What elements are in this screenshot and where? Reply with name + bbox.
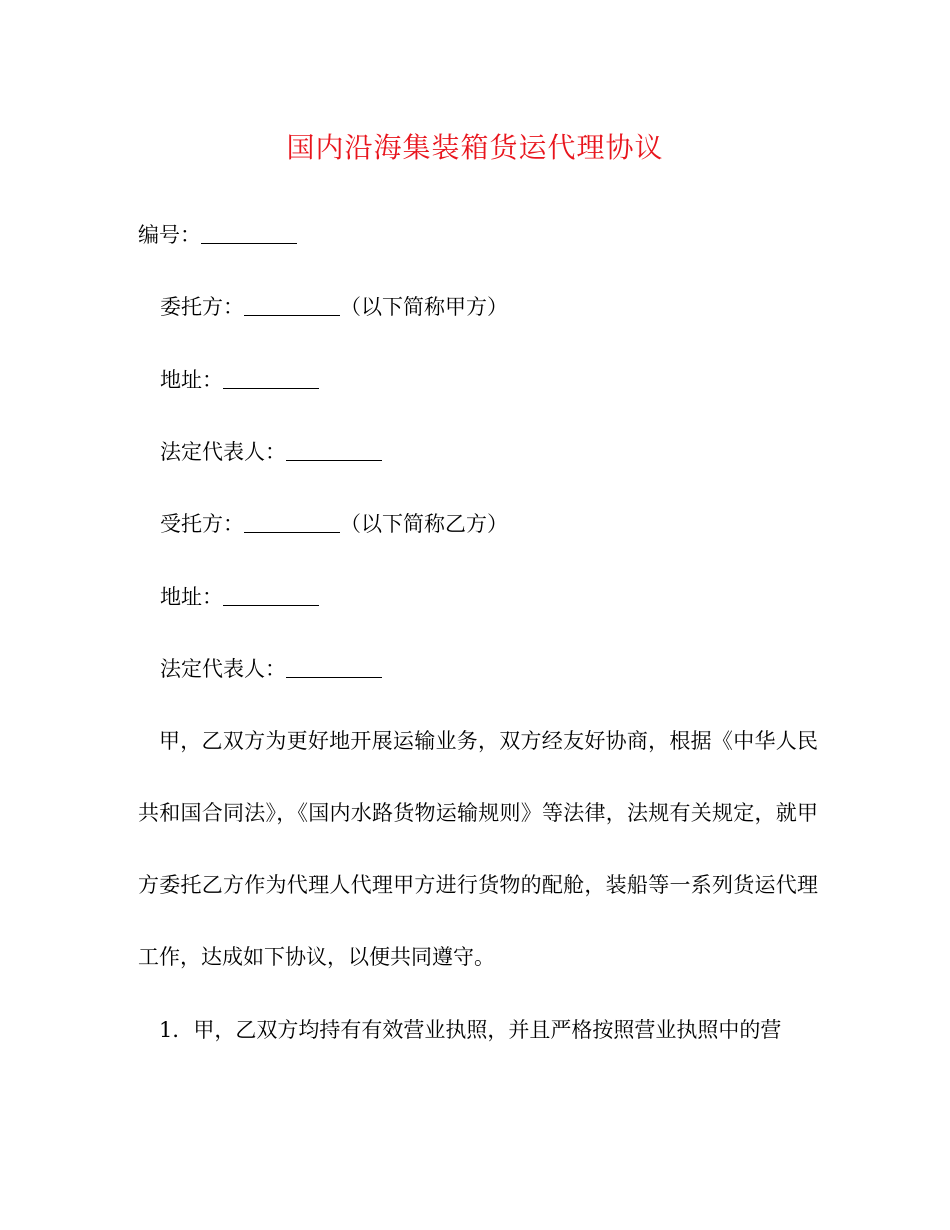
- address1-blank: [223, 370, 319, 389]
- agent-blank: [244, 514, 340, 533]
- agent-label: 受托方：: [160, 512, 244, 536]
- legal-rep1-blank: [286, 442, 382, 461]
- number-field: [138, 220, 297, 250]
- principal-suffix: （以下简称甲方）: [340, 295, 508, 319]
- clause-1-paragraph: 1．甲，乙双方均持有有效营业执照，并且严格按照营业执照中的营: [159, 1018, 782, 1042]
- address2-field: [160, 582, 319, 612]
- document-title: 国内沿海集装箱货运代理协议: [286, 131, 664, 164]
- preamble-paragraph: 甲，乙双方为更好地开展运输业务，双方经友好协商，根据《中华人民共和国合同法》，《国内水路货物运输规则》等法律，法规有关规定，就甲方委托乙方作为代理人代理甲方进行货物的配舱，装船等一系列货运代理工作，达成如下协议，以便共同遵守。: [138, 729, 818, 969]
- legal-rep2-label: 法定代表人：: [160, 657, 286, 681]
- address1-label: 地址：: [160, 368, 223, 392]
- principal-label: 委托方：: [160, 295, 244, 319]
- agent-field: [160, 509, 508, 539]
- legal-rep2-field: [160, 654, 382, 684]
- legal-rep1-label: 法定代表人：: [160, 440, 286, 464]
- address2-label: 地址：: [160, 585, 223, 609]
- principal-blank: [244, 297, 340, 316]
- number-label: 编号：: [138, 223, 201, 247]
- address2-blank: [223, 587, 319, 606]
- number-blank: [201, 225, 297, 244]
- legal-rep2-blank: [286, 659, 382, 678]
- legal-rep1-field: [160, 437, 382, 467]
- principal-field: [160, 292, 508, 322]
- address1-field: [160, 365, 319, 395]
- agent-suffix: （以下简称乙方）: [340, 512, 508, 536]
